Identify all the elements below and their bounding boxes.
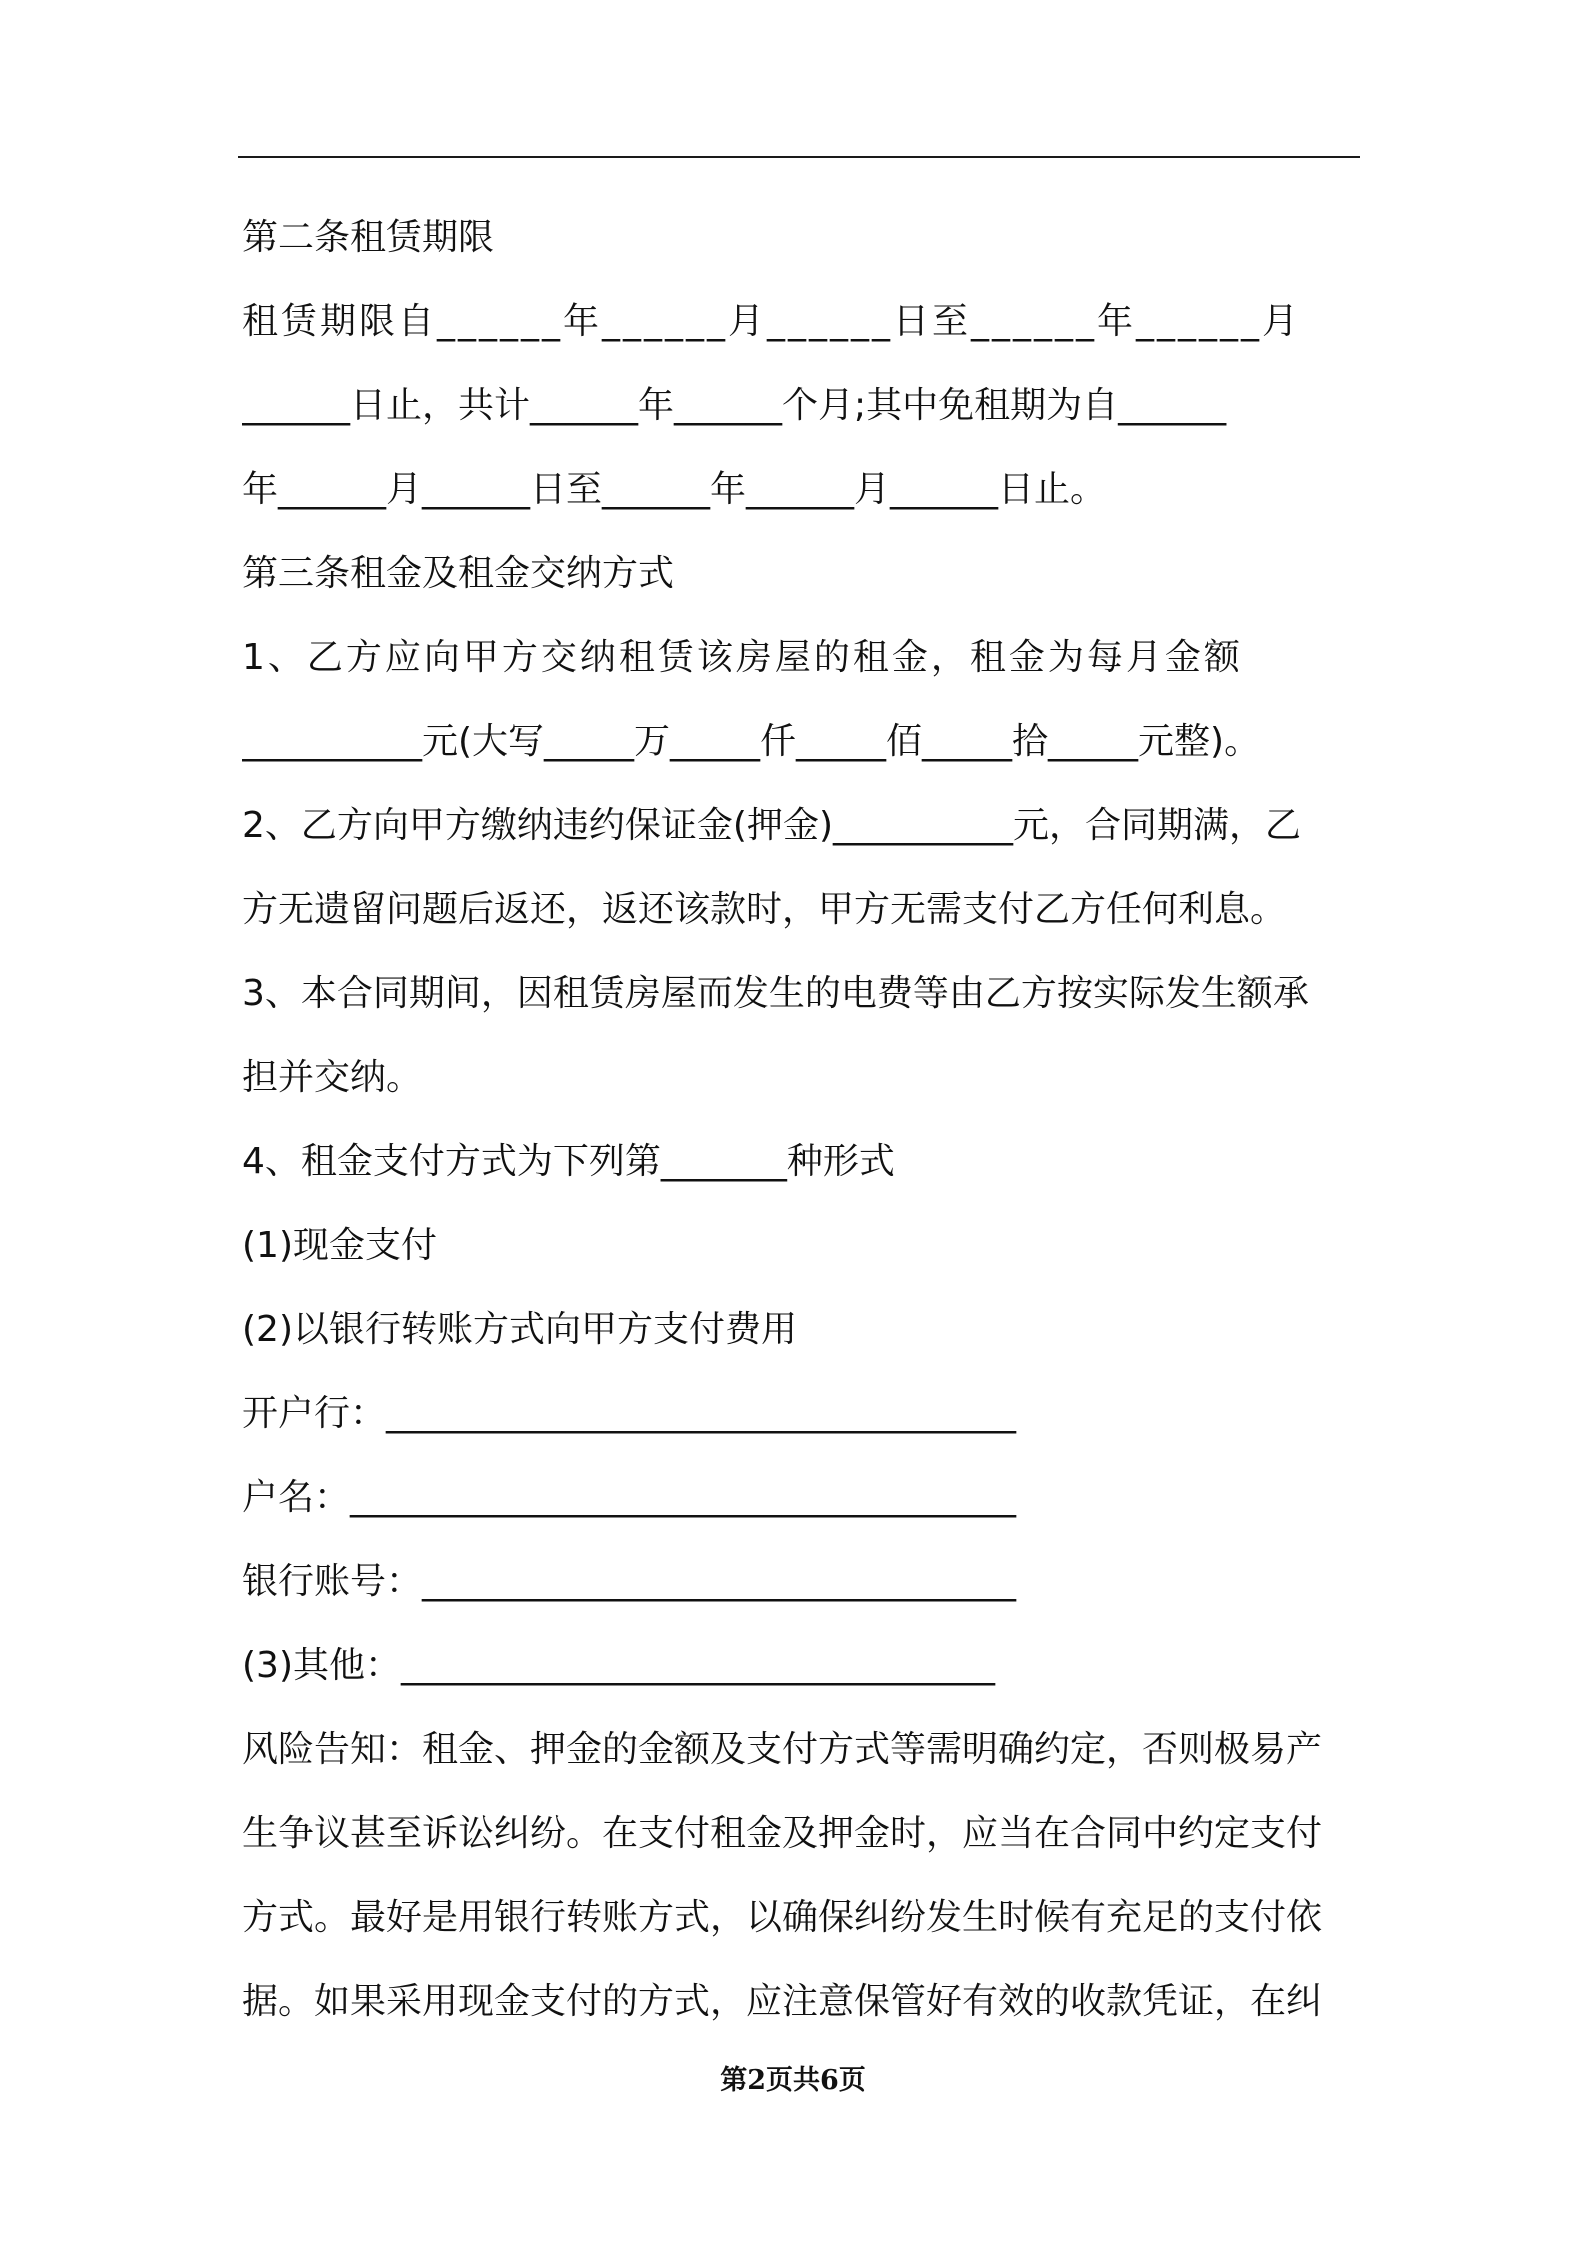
lease-term-line-2: ______日止，共计______年______个月;其中免租期为自______ xyxy=(242,385,1227,426)
clause-4-line: 4、租金支付方式为下列第_______种形式 xyxy=(242,1141,895,1182)
clause-3-line-2: 担并交纳。 xyxy=(242,1057,423,1098)
payment-option-other: (3)其他：_________________________________ xyxy=(242,1645,995,1686)
article-3-heading: 第三条租金及租金交纳方式 xyxy=(242,553,675,594)
article-2-heading: 第二条租赁期限 xyxy=(242,217,495,258)
payment-option-bank-transfer: (2)以银行转账方式向甲方支付费用 xyxy=(242,1309,797,1350)
page-number: 第2页共6页 xyxy=(720,2065,866,2096)
account-number-field: 银行账号：_________________________________ xyxy=(242,1561,1017,1602)
risk-notice-line-1: 风险告知：租金、押金的金额及支付方式等需明确约定，否则极易产 xyxy=(242,1729,1323,1770)
document-body xyxy=(242,196,1362,2044)
risk-notice-line-3: 方式。最好是用银行转账方式，以确保纠纷发生时候有充足的支付依 xyxy=(242,1897,1323,1938)
risk-notice-line-2: 生争议甚至诉讼纠纷。在支付租金及押金时，应当在合同中约定支付 xyxy=(242,1813,1323,1854)
header-rule xyxy=(238,156,1360,158)
clause-2-line-2: 方无遗留问题后返还，返还该款时，甲方无需支付乙方任何利息。 xyxy=(242,889,1287,930)
risk-notice-line-4: 据。如果采用现金支付的方式，应注意保管好有效的收款凭证，在纠 xyxy=(242,1981,1323,2022)
clause-1-line-1: 1、乙方应向甲方交纳租赁该房屋的租金，租金为每月金额 xyxy=(242,637,1243,678)
lease-term-line-1: 租赁期限自______年______月______日至______年______月 xyxy=(242,301,1302,342)
clause-1-line-2: __________元(大写_____万_____仟_____佰_____拾_____元整)。 xyxy=(242,721,1261,762)
lease-term-line-3: 年______月______日至______年______月______日止。 xyxy=(242,469,1107,510)
payment-option-cash: (1)现金支付 xyxy=(242,1225,437,1266)
clause-2-line-1: 2、乙方向甲方缴纳违约保证金(押金)__________元，合同期满，乙 xyxy=(242,805,1301,846)
bank-name-field: 开户行：___________________________________ xyxy=(242,1393,1017,1434)
account-name-field: 户名：_____________________________________ xyxy=(242,1477,1017,1518)
clause-3-line-1: 3、本合同期间，因租赁房屋而发生的电费等由乙方按实际发生额承 xyxy=(242,973,1309,1014)
